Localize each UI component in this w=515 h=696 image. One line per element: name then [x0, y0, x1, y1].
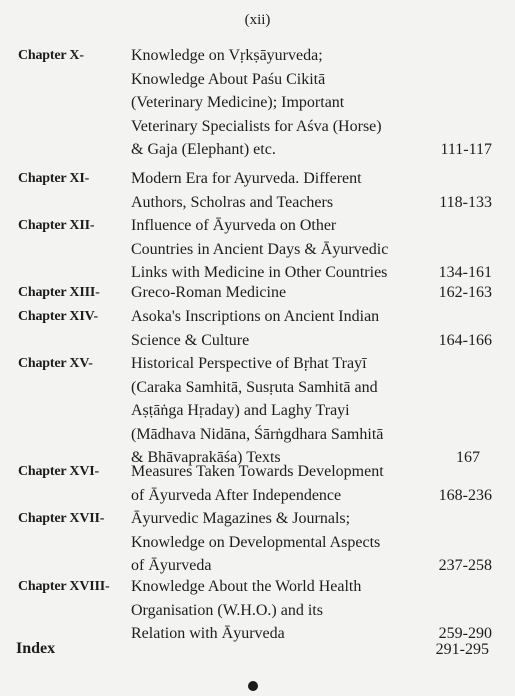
- chapter-title-line: Organisation (W.H.O.) and its: [131, 601, 323, 619]
- chapter-label: Chapter XIV-: [18, 309, 98, 324]
- chapter-title-line: (Mādhava Nidāna, Śārṅgdhara Samhitā: [131, 425, 384, 443]
- chapter-title-line: (Caraka Samhitā, Susṛuta Samhitā and: [131, 378, 378, 396]
- chapter-title: [131, 167, 441, 214]
- chapter-title-line: Knowledge About the World Health: [131, 578, 362, 595]
- page-range: 167: [456, 449, 480, 467]
- page-range: 168-236: [438, 486, 492, 504]
- page-range: 111-117: [440, 141, 492, 159]
- chapter-title-line: Relation with Āyurveda: [131, 625, 285, 643]
- page-range: 237-258: [438, 557, 492, 575]
- chapter-label: Chapter X-: [18, 48, 84, 63]
- index-label: Index: [16, 640, 56, 657]
- chapter-label: Chapter XVIII-: [18, 579, 110, 594]
- chapter-title-line: Countries in Ancient Days & Āyurvedic: [131, 240, 389, 258]
- chapter-title-line: Knowledge on Vṛkṣāyurveda;: [131, 47, 323, 64]
- chapter-title-line: Science & Culture: [131, 331, 250, 349]
- chapter-title-line: & Bhāvaprakāśa) Texts: [131, 449, 281, 467]
- chapter-title: [131, 507, 441, 578]
- chapter-title: [131, 575, 441, 646]
- page-number: (xii): [244, 12, 271, 28]
- chapter-title: [131, 281, 441, 305]
- page-range: 164-166: [438, 331, 492, 349]
- end-bullet: [248, 681, 258, 691]
- chapter-title-line: of Āyurveda: [131, 557, 212, 575]
- chapter-label: Chapter XII-: [18, 218, 95, 233]
- page-range: 162-163: [438, 284, 492, 301]
- chapter-label: Chapter XV-: [18, 356, 93, 371]
- chapter-title-line: Knowledge on Developmental Aspects: [131, 533, 381, 551]
- chapter-title-line: Asoka's Inscriptions on Ancient Indian: [131, 308, 380, 325]
- chapter-title: [131, 460, 441, 507]
- page-range: 259-290: [438, 625, 492, 643]
- chapter-label: Chapter XVII-: [18, 511, 105, 526]
- chapter-title-line: Modern Era for Ayurveda. Different: [131, 170, 362, 187]
- chapter-title-line: & Gaja (Elephant) etc.: [131, 141, 276, 159]
- chapter-title-line: Links with Medicine in Other Countries: [131, 264, 388, 282]
- chapter-label: Chapter XI-: [18, 171, 90, 186]
- chapter-label: Chapter XIII-: [18, 285, 100, 300]
- chapter-title-line: Authors, Scholras and Teachers: [131, 193, 334, 211]
- index-pages: 291-295: [435, 641, 489, 658]
- chapter-title-line: Āyurvedic Magazines & Journals;: [131, 510, 351, 527]
- chapter-title-line: Measures Taken Towards Development: [131, 463, 384, 480]
- chapter-title-line: of Āyurveda After Independence: [131, 486, 342, 504]
- chapter-title-line: Historical Perspective of Bṛhat Trayī: [131, 355, 367, 372]
- chapter-title: [131, 214, 441, 285]
- chapter-title-line: Aṣṭāṅga Hṛaday) and Laghy Trayi: [131, 402, 350, 420]
- chapter-title-line: (Veterinary Medicine); Important: [131, 94, 345, 112]
- chapter-label: Chapter XVI-: [18, 464, 99, 479]
- chapter-title: [131, 305, 441, 352]
- page-range: 118-133: [439, 193, 492, 211]
- chapter-title-line: Influence of Āyurveda on Other: [131, 217, 337, 234]
- page-range: 134-161: [438, 264, 492, 282]
- chapter-title-line: Veterinary Specialists for Aśva (Horse): [131, 117, 382, 135]
- chapter-title-line: Greco-Roman Medicine: [131, 284, 287, 301]
- chapter-title: [131, 44, 441, 162]
- chapter-title: [131, 352, 441, 470]
- chapter-title-line: Knowledge About Paśu Cikitā: [131, 70, 326, 88]
